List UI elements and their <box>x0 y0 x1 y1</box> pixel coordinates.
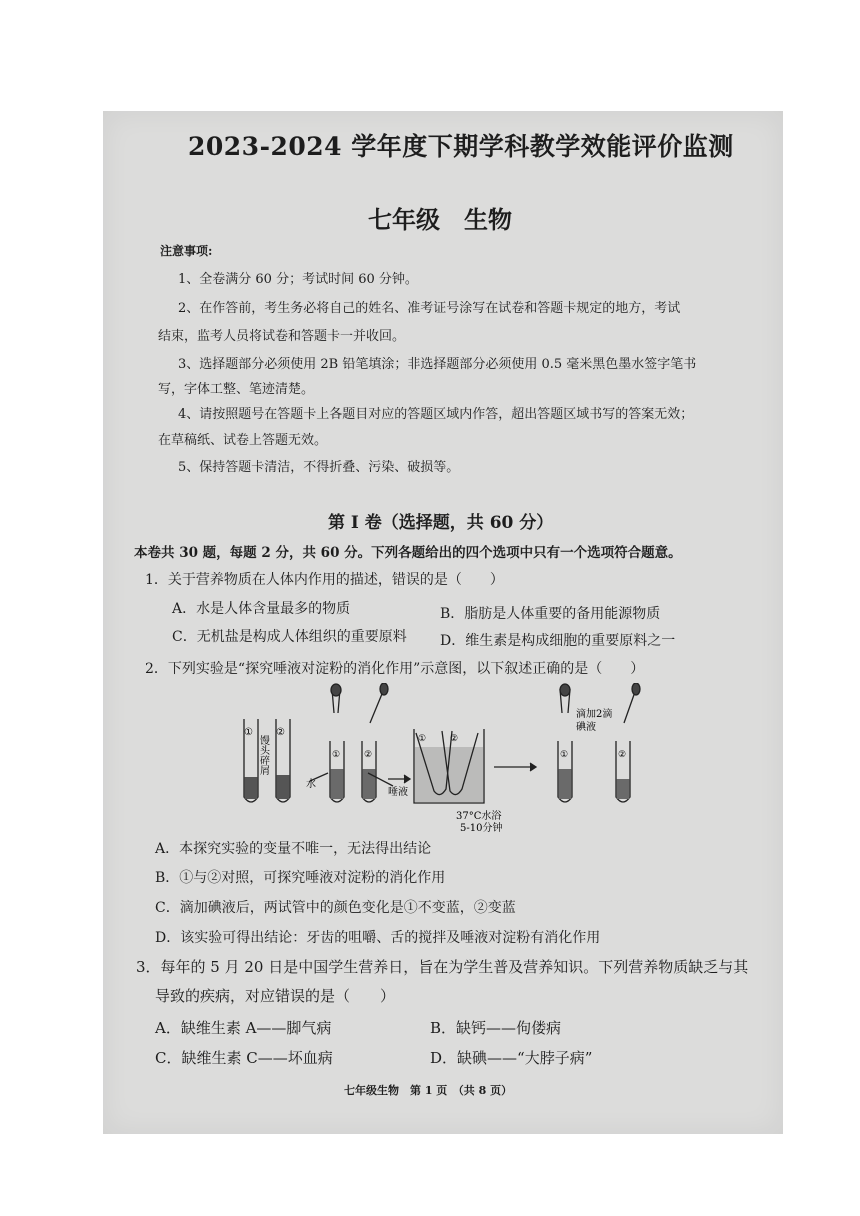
section-instructions: 本卷共 30 题，每题 2 分，共 60 分。下列各题给出的四个选项中只有一个选项符合题意。 <box>134 545 682 561</box>
question-3-stem-cont: 导致的疾病，对应错误的是（ ） <box>155 987 396 1005</box>
mantou-label: 馒头碎屑 <box>257 735 269 775</box>
tube-1-content <box>245 777 258 799</box>
svg-text:②: ② <box>618 750 627 760</box>
bath-label: 37°C水浴 <box>456 811 502 822</box>
notice-line: 写，字体工整、笔迹清楚。 <box>158 382 315 397</box>
question-2-option-b: B．①与②对照，可探究唾液对淀粉的消化作用 <box>155 870 446 886</box>
bath-duration-label: 5-10分钟 <box>460 823 503 833</box>
question-1-option-b: B．脂肪是人体重要的备用能源物质 <box>440 606 661 622</box>
exam-title: 2023-2024 学年度下期学科教学效能评价监测 <box>188 132 734 161</box>
question-1-option-a: A．水是人体含量最多的物质 <box>172 601 351 617</box>
experiment-diagram <box>238 683 658 833</box>
iodine-label: 滴加2滴 <box>576 709 613 720</box>
question-3-stem: 3．每年的 5 月 20 日是中国学生营养日，旨在为学生普及营养知识。下列营养物质缺乏与其 <box>136 958 749 976</box>
tube-2-mark: ② <box>276 727 285 738</box>
tube-2-content <box>277 775 290 799</box>
notice-line: 3、选择题部分必须使用 2B 铅笔填涂；非选择题部分必须使用 0.5 毫米黑色墨水签字笔书 <box>178 357 697 372</box>
notice-line: 在草稿纸、试卷上答题无效。 <box>158 433 328 448</box>
section-title: 第 I 卷（选择题，共 60 分） <box>328 513 554 533</box>
svg-text:②: ② <box>364 750 373 760</box>
question-3-option-d: D．缺碘——“大脖子病” <box>430 1049 593 1067</box>
svg-text:①: ① <box>332 750 341 760</box>
question-3-option-a: A．缺维生素 A——脚气病 <box>155 1019 332 1037</box>
question-2-option-a: A．本探究实验的变量不唯一，无法得出结论 <box>155 841 432 857</box>
question-1-option-d: D．维生素是构成细胞的重要原料之一 <box>440 633 676 649</box>
svg-text:①: ① <box>560 750 569 760</box>
svg-text:②: ② <box>450 734 459 744</box>
notice-line: 5、保持答题卡清洁，不得折叠、污染、破损等。 <box>178 460 460 475</box>
question-3-option-b: B．缺钙——佝偻病 <box>430 1019 562 1037</box>
question-2-option-d: D．该实验可得出结论：牙齿的咀嚼、舌的搅拌及唾液对淀粉有消化作用 <box>155 930 601 946</box>
water-label: 水 <box>306 779 316 790</box>
tube-1-mark: ① <box>244 727 253 738</box>
notice-line: 结束，监考人员将试卷和答题卡一并收回。 <box>158 329 406 344</box>
saliva-label: 唾液 <box>388 787 408 798</box>
iodine-label-2: 碘液 <box>576 722 596 733</box>
tube-3-content <box>331 769 344 799</box>
exam-subtitle: 七年级 生物 <box>368 205 512 234</box>
notice-line: 2、在作答前，考生务必将自己的姓名、准考证号涂写在试卷和答题卡规定的地方，考试 <box>178 301 681 316</box>
question-2-stem: 2．下列实验是“探究唾液对淀粉的消化作用”示意图，以下叙述正确的是（ ） <box>145 661 645 677</box>
question-3-option-c: C．缺维生素 C——坏血病 <box>155 1049 333 1067</box>
question-2-option-c: C．滴加碘液后，两试管中的颜色变化是①不变蓝，②变蓝 <box>155 900 516 916</box>
page-footer: 七年级生物 第 1 页 （共 8 页） <box>344 1084 513 1097</box>
notice-line: 1、全卷满分 60 分；考试时间 60 分钟。 <box>178 272 418 287</box>
question-1-option-c: C．无机盐是构成人体组织的重要原料 <box>172 629 407 645</box>
svg-text:①: ① <box>418 734 427 744</box>
notice-line: 4、请按照题号在答题卡上各题目对应的答题区域内作答，超出答题区域书写的答案无效； <box>178 407 694 422</box>
notice-heading: 注意事项: <box>160 244 213 258</box>
question-1-stem: 1．关于营养物质在人体内作用的描述，错误的是（ ） <box>145 572 504 588</box>
